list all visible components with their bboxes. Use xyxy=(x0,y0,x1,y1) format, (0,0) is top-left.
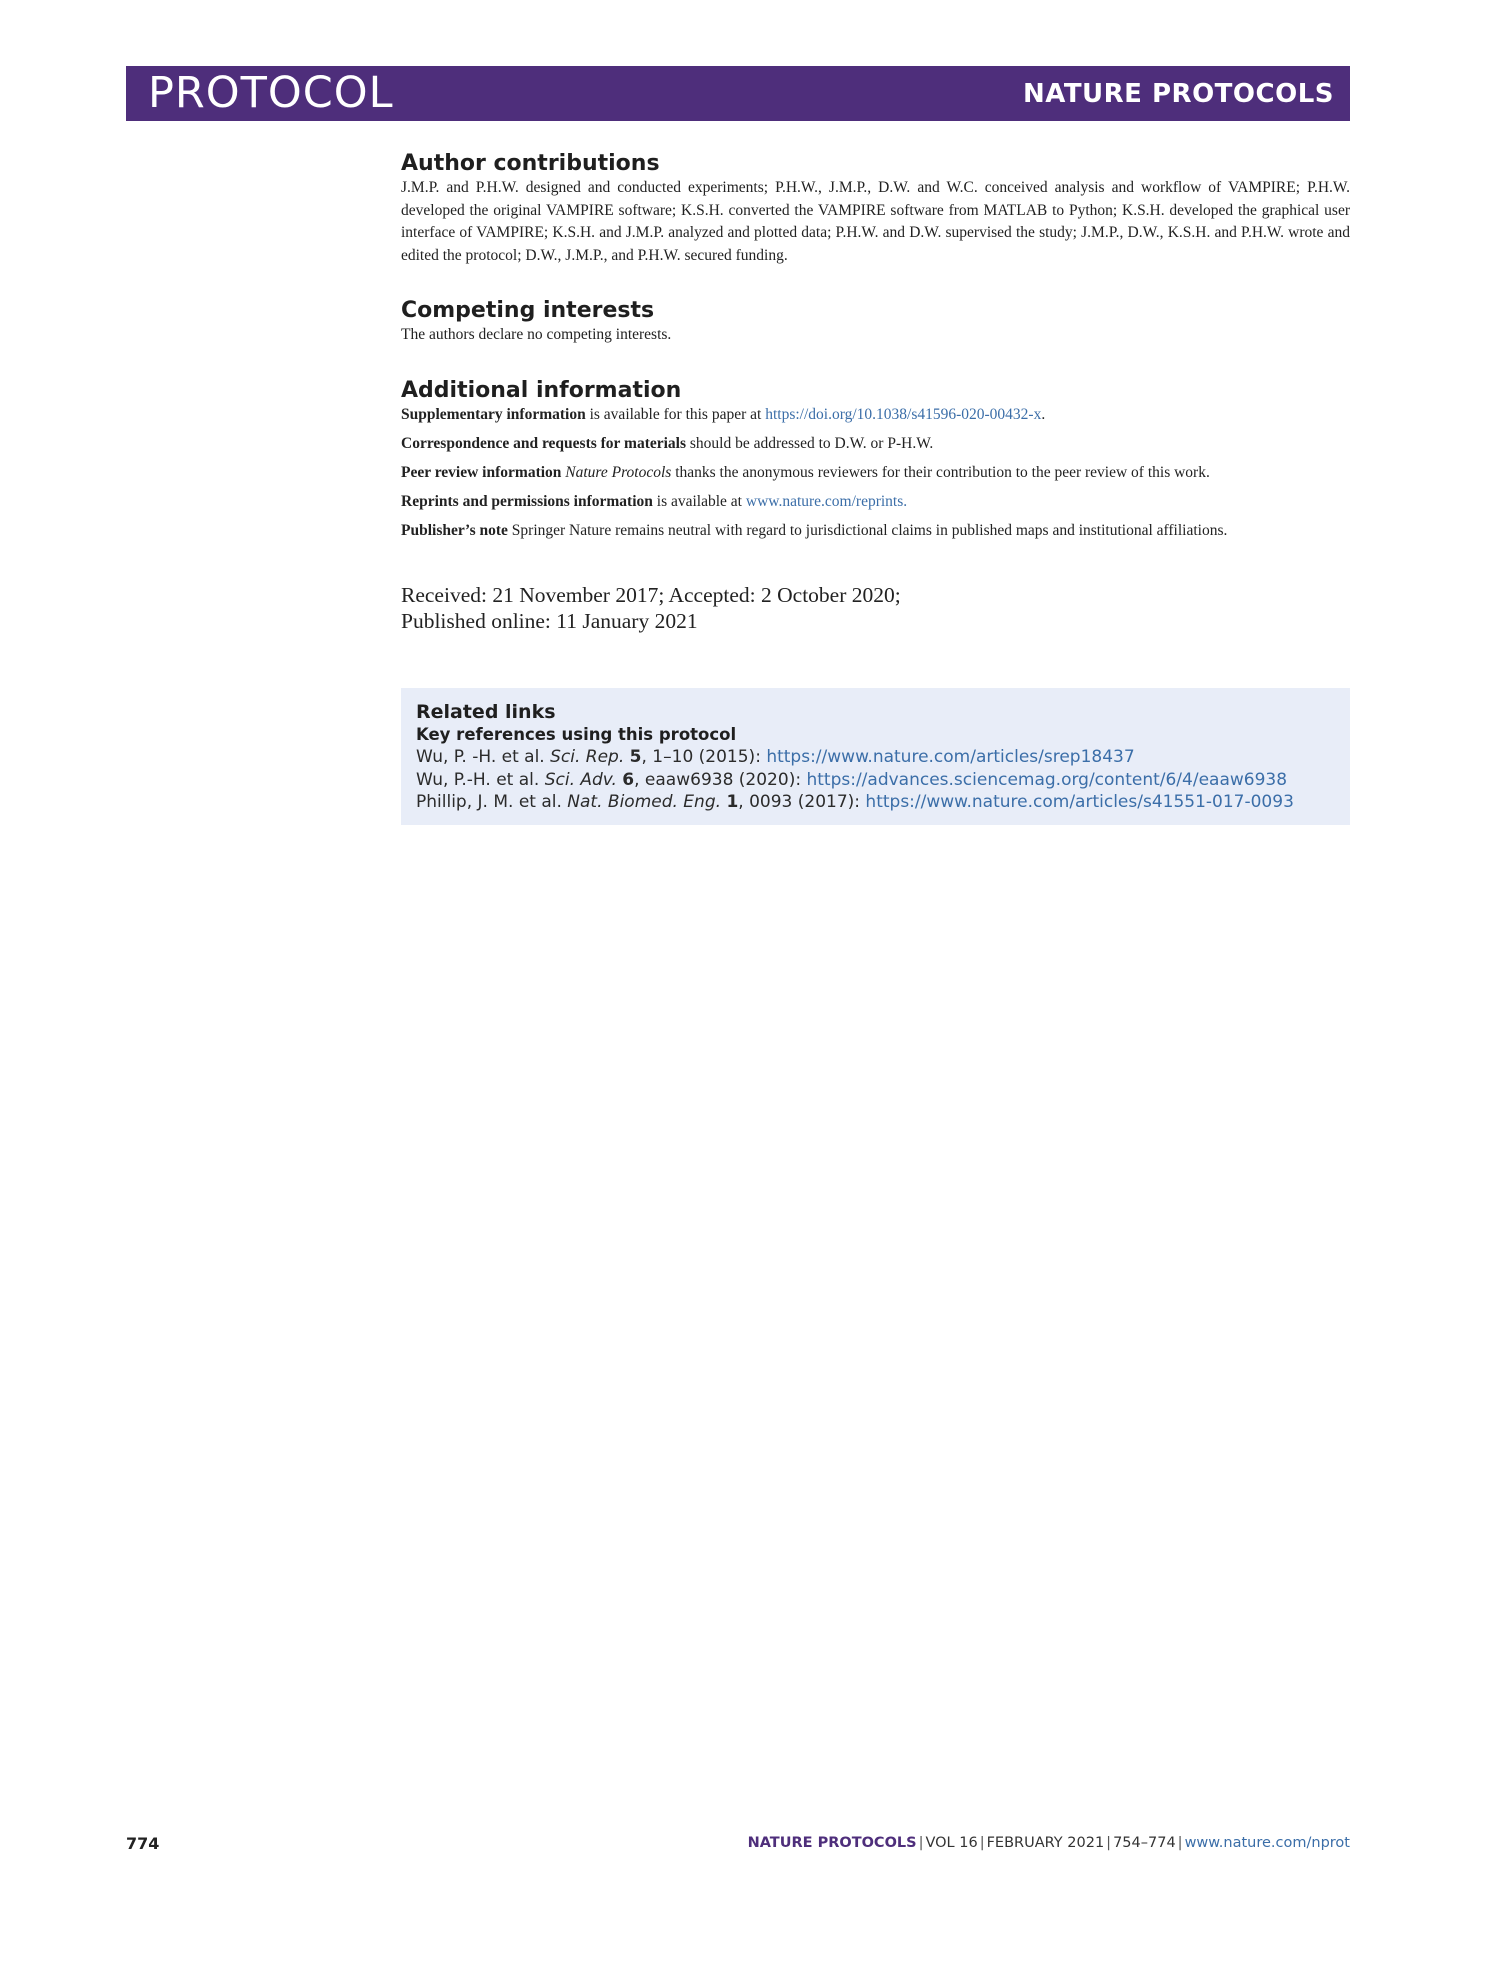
supplementary-info-link[interactable]: https://doi.org/10.1038/s41596-020-00432-x xyxy=(765,405,1042,423)
peer-review-line xyxy=(401,462,1350,484)
reference-pages: , 0093 (2017): xyxy=(738,792,866,812)
reference-link[interactable]: https://www.nature.com/articles/srep18437 xyxy=(766,747,1135,767)
footer-date: FEBRUARY 2021 xyxy=(986,1835,1105,1851)
header-banner xyxy=(126,66,1350,121)
reference-authors: Phillip, J. M. et al. xyxy=(416,792,568,812)
footer-volume: VOL 16 xyxy=(925,1835,978,1851)
reprints-link[interactable]: www.nature.com/reprints. xyxy=(745,492,908,510)
reference-volume: 6 xyxy=(622,769,635,790)
main-content xyxy=(401,150,1350,634)
additional-information-heading: Additional information xyxy=(401,377,682,403)
reference-volume: 5 xyxy=(629,747,642,767)
related-links-box xyxy=(401,688,1350,825)
footer-separator: | xyxy=(918,1835,924,1851)
journal-label: NATURE PROTOCOLS xyxy=(1022,79,1334,109)
author-contributions-section xyxy=(401,150,1350,267)
footer-separator: | xyxy=(1106,1835,1112,1851)
footer-separator: | xyxy=(979,1835,985,1851)
publisher-note-line xyxy=(401,520,1350,542)
correspondence-label: Correspondence and requests for materials xyxy=(401,434,687,452)
reprints-line xyxy=(401,491,1350,513)
additional-information-section xyxy=(401,377,1350,542)
footer-url-link[interactable]: www.nature.com/nprot xyxy=(1184,1835,1350,1851)
footer-journal: NATURE PROTOCOLS xyxy=(747,1835,917,1851)
publisher-note-text: Springer Nature remains neutral with regard to jurisdictional claims in published maps and institutional affiliations. xyxy=(507,521,1228,539)
reference-journal: Nat. Biomed. Eng. xyxy=(567,792,722,812)
reference-volume: 1 xyxy=(726,792,739,812)
reference-pages: , 1–10 (2015): xyxy=(641,747,767,767)
reprints-text: is available at xyxy=(652,492,746,510)
competing-interests-heading: Competing interests xyxy=(401,298,655,323)
correspondence-text: should be addressed to D.W. or P-H.W. xyxy=(686,434,934,452)
footer-citation xyxy=(748,1835,1350,1851)
author-contributions-text: J.M.P. and P.H.W. designed and conducted experiments; P.H.W., J.M.P., D.W. and W.C. conceived analysis and workflow of VAMPIRE; P.H.W. developed the original VAMPIRE software; K.S.H. converted the VAMPIRE software from MATLAB to Python; K.S.H. developed the graphical user interface of VAMPIRE; K.S.H. and J.M.P. analyzed and plotted data; P.H.W. and D.W. supervised the study; J.M.P., D.W., K.S.H. and P.H.W. wrote and edited the protocol; D.W., J.M.P., and P.H.W. secured funding. xyxy=(401,179,1350,264)
section-label: PROTOCOL xyxy=(148,68,394,118)
reference-journal: Sci. Rep. xyxy=(550,747,625,767)
correspondence-line xyxy=(401,433,1350,455)
footer-pages: 754–774 xyxy=(1113,1835,1176,1851)
footer-separator: | xyxy=(1177,1835,1183,1851)
related-links-subtitle: Key references using this protocol xyxy=(416,725,737,744)
page-number: 774 xyxy=(126,1834,160,1853)
related-links-title: Related links xyxy=(416,701,556,723)
reference-item xyxy=(416,746,1335,769)
peer-review-text: thanks the anonymous reviewers for their contribution to the peer review of this work. xyxy=(671,463,1210,481)
supplementary-info-line xyxy=(401,404,1350,426)
publisher-note-label: Publisher’s note xyxy=(401,521,508,539)
reprints-label: Reprints and permissions information xyxy=(401,492,653,510)
reference-link[interactable]: https://advances.sciencemag.org/content/6/4/eaaw6938 xyxy=(806,769,1288,790)
peer-review-journal: Nature Protocols xyxy=(565,463,672,481)
supplementary-info-end: . xyxy=(1041,405,1046,423)
reference-item xyxy=(416,791,1335,814)
published-online-date: Published online: 11 January 2021 xyxy=(401,608,698,633)
reference-journal: Sci. Adv. xyxy=(544,769,617,790)
reference-pages: , eaaw6938 (2020): xyxy=(634,769,807,790)
competing-interests-section xyxy=(401,297,1350,347)
peer-review-label: Peer review information xyxy=(401,463,562,481)
reference-link[interactable]: https://www.nature.com/articles/s41551-017-0093 xyxy=(865,792,1294,812)
received-accepted-dates: Received: 21 November 2017; Accepted: 2 October 2020; xyxy=(401,582,901,607)
reference-authors: Wu, P. -H. et al. xyxy=(416,747,551,767)
publication-dates xyxy=(401,582,1350,634)
author-contributions-heading: Author contributions xyxy=(401,151,660,176)
reference-authors: Wu, P.-H. et al. xyxy=(416,769,545,790)
supplementary-info-text: is available for this paper at xyxy=(585,405,766,423)
supplementary-info-label: Supplementary information xyxy=(401,405,586,423)
reference-item xyxy=(416,769,1335,792)
competing-interests-text: The authors declare no competing interests. xyxy=(401,326,672,343)
